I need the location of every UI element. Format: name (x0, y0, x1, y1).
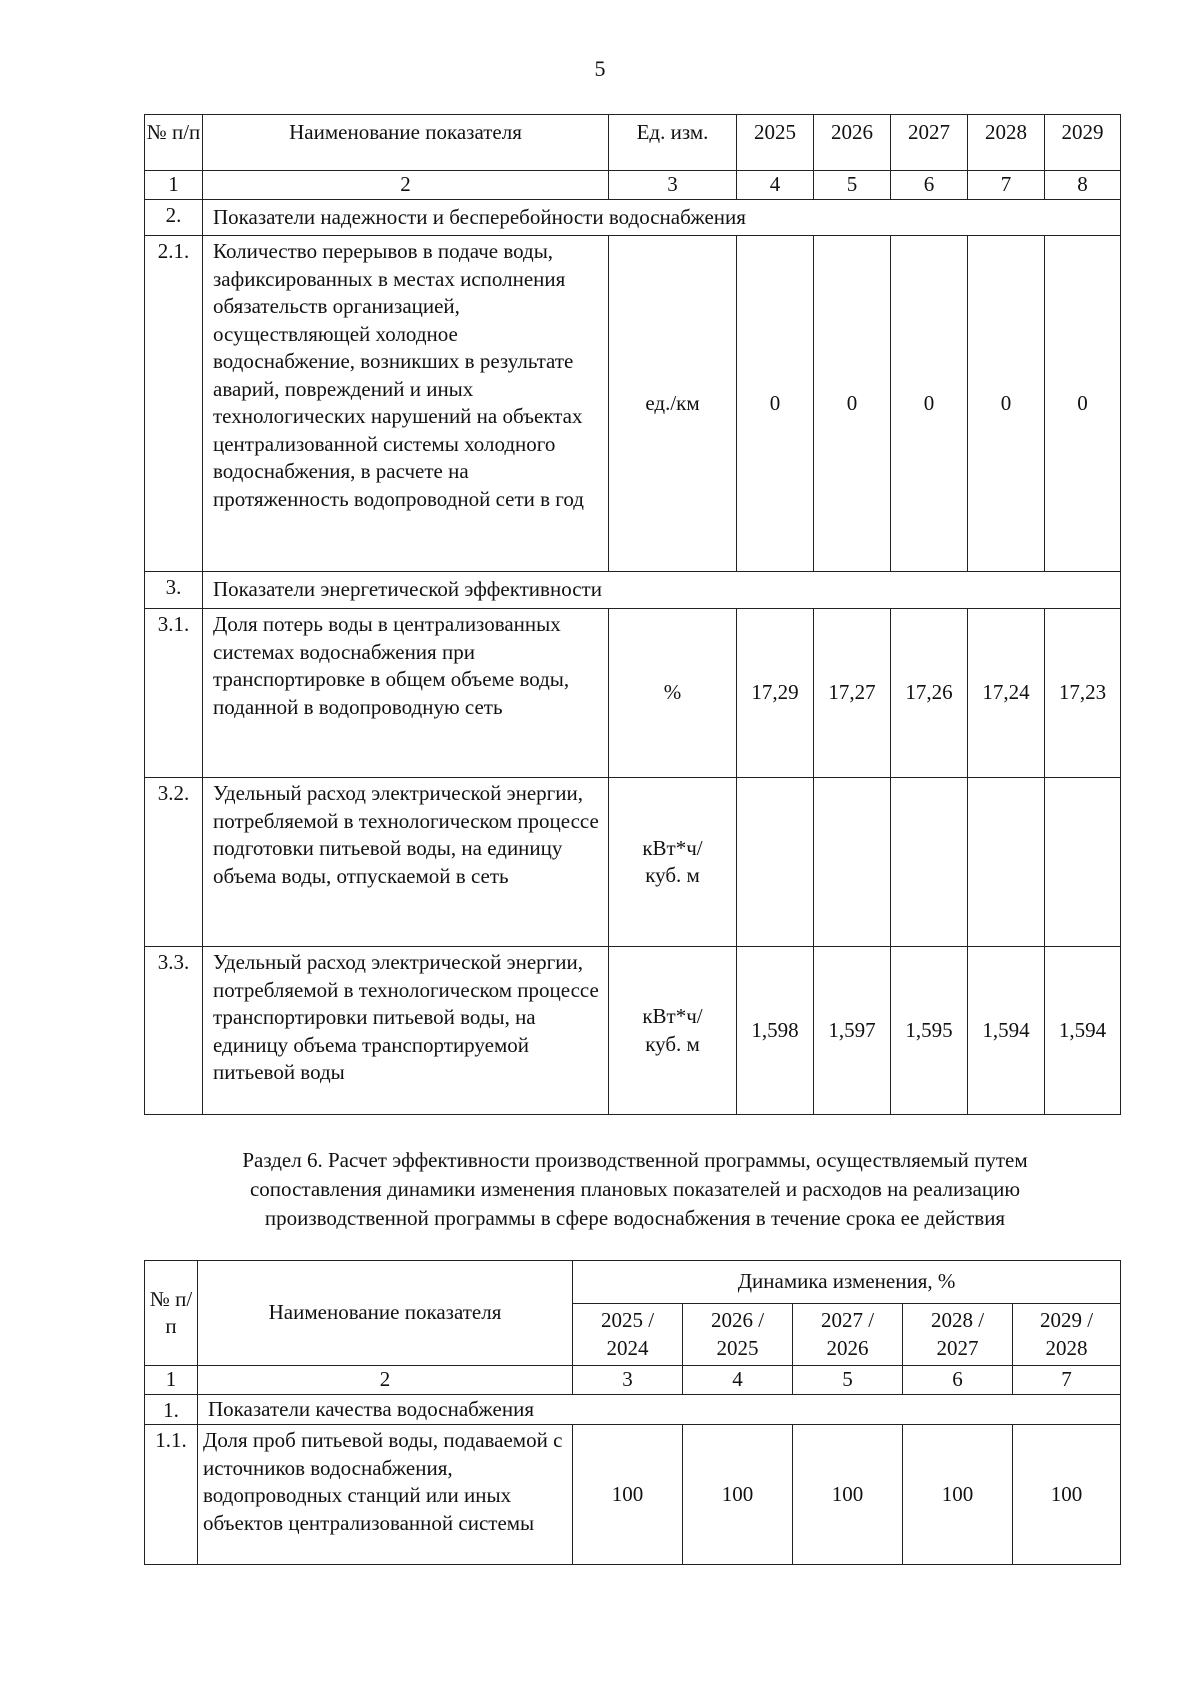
row-value: 17,24 (968, 609, 1045, 778)
period-bottom: 2025 (716, 1335, 759, 1360)
row-value (891, 778, 968, 947)
row-name: Удельный расход электрической энергии, потребляемой в технологическом процессе подготовки питьевой воды, на единицу объема воды, отпускаемой в сеть (203, 778, 609, 947)
col-number: 8 (1045, 171, 1121, 200)
table-header-row (145, 1261, 1121, 1304)
header-name: Наименование показателя (198, 1261, 573, 1366)
row-value: 0 (968, 236, 1045, 572)
col-number: 7 (968, 171, 1045, 200)
row-num: 2.1. (145, 236, 203, 572)
row-num: 3.2. (145, 778, 203, 947)
period-top: 2027 / (820, 1308, 875, 1332)
column-numbers-row (145, 171, 1121, 200)
row-value (968, 778, 1045, 947)
row-value: 17,27 (814, 609, 891, 778)
col-number: 2 (198, 1366, 573, 1395)
section-row (145, 572, 1121, 609)
row-num: 3.1. (145, 609, 203, 778)
section-row (145, 200, 1121, 236)
table-header-row (145, 115, 1121, 171)
section-num: 2. (145, 200, 203, 236)
period-bottom: 2028 (1045, 1335, 1088, 1360)
period-top: 2025 / (600, 1308, 655, 1332)
row-num: 1.1. (145, 1425, 198, 1565)
col-number: 3 (609, 171, 737, 200)
section-title: Показатели качества водоснабжения (198, 1394, 1121, 1425)
table-row (145, 609, 1121, 778)
row-value: 100 (683, 1425, 793, 1565)
row-value: 1,597 (814, 947, 891, 1115)
row-value: 100 (793, 1425, 903, 1565)
row-value: 17,23 (1045, 609, 1121, 778)
col-number: 5 (793, 1366, 903, 1395)
row-name: Доля проб питьевой воды, подаваемой с источников водоснабжения, водопроводных станций или иных объектов централизованной системы (198, 1425, 573, 1565)
period-bottom: 2024 (606, 1335, 649, 1360)
row-value: 17,29 (737, 609, 814, 778)
section-row (145, 1394, 1121, 1425)
header-year: 2029 (1045, 115, 1121, 171)
header-period (793, 1304, 903, 1366)
header-period (683, 1304, 793, 1366)
unit-line: кВт*ч/ (642, 1004, 703, 1028)
unit-line: куб. м (645, 1031, 700, 1056)
row-value: 1,594 (968, 947, 1045, 1115)
col-number: 4 (737, 171, 814, 200)
row-value: 17,26 (891, 609, 968, 778)
row-value (814, 778, 891, 947)
row-unit: % (609, 609, 737, 778)
efficiency-table (144, 1260, 1121, 1565)
row-value: 1,595 (891, 947, 968, 1115)
row-value: 0 (1045, 236, 1121, 572)
section-6-title-line: производственной программы в сфере водоснабжения в течение срока ее действия (264, 1206, 1006, 1230)
row-value: 0 (737, 236, 814, 572)
section-title: Показатели надежности и бесперебойности водоснабжения (203, 200, 1121, 236)
header-name: Наименование показателя (203, 115, 609, 171)
row-value: 0 (891, 236, 968, 572)
table-row (145, 236, 1121, 572)
row-num: 3.3. (145, 947, 203, 1115)
row-value: 1,594 (1045, 947, 1121, 1115)
row-value: 100 (903, 1425, 1013, 1565)
header-unit: Ед. изм. (609, 115, 737, 171)
row-name: Доля потерь воды в централизованных системах водоснабжения при транспортировке в общем объеме воды, поданной в водопроводную сеть (203, 609, 609, 778)
period-top: 2029 / (1039, 1308, 1094, 1332)
row-value (737, 778, 814, 947)
section-6-title-line: Раздел 6. Расчет эффективности производственной программы, осуществляемый путем (242, 1148, 1028, 1172)
section-num: 1. (145, 1394, 198, 1425)
row-name: Удельный расход электрической энергии, потребляемой в технологическом процессе транспортировки питьевой воды, на единицу объема транспортируемой питьевой воды (203, 947, 609, 1115)
section-6-title (150, 1146, 1120, 1233)
page-number: 5 (594, 56, 606, 81)
period-bottom: 2027 (936, 1335, 979, 1360)
header-period (573, 1304, 683, 1366)
table-row (145, 778, 1121, 947)
row-value (1045, 778, 1121, 947)
period-top: 2028 / (930, 1308, 985, 1332)
col-number: 2 (203, 171, 609, 200)
col-number: 6 (903, 1366, 1013, 1395)
row-value: 1,598 (737, 947, 814, 1115)
header-num: № п/п (145, 1261, 198, 1366)
header-year: 2028 (968, 115, 1045, 171)
col-number: 5 (814, 171, 891, 200)
row-name: Количество перерывов в подаче воды, зафиксированных в местах исполнения обязательств организацией, осуществляющей холодное водоснабжение, возникших в результате аварий, повреждений и иных технологических нарушений на объектах централизованной системы холодного водоснабжения, в расчете на протяженность водопроводной сети в год (203, 236, 609, 572)
col-number: 4 (683, 1366, 793, 1395)
table-row (145, 947, 1121, 1115)
unit-line: куб. м (645, 863, 700, 887)
row-unit: ед./км (609, 236, 737, 572)
header-year: 2027 (891, 115, 968, 171)
section-6-title-line: сопоставления динамики изменения плановых показателей и расходов на реализацию (249, 1177, 1021, 1201)
col-number: 1 (145, 1366, 198, 1395)
row-value: 0 (814, 236, 891, 572)
header-year: 2026 (814, 115, 891, 171)
row-unit (609, 947, 737, 1115)
row-value: 100 (573, 1425, 683, 1565)
unit-line: кВт*ч/ (642, 835, 703, 860)
header-period (903, 1304, 1013, 1366)
col-number: 1 (145, 171, 203, 200)
period-top: 2026 / (710, 1308, 765, 1332)
header-num: № п/п (145, 115, 203, 171)
header-year: 2025 (737, 115, 814, 171)
row-value: 100 (1013, 1425, 1121, 1565)
row-unit (609, 778, 737, 947)
table-row (145, 1425, 1121, 1565)
period-bottom: 2026 (826, 1335, 869, 1360)
header-dynamics: Динамика изменения, % (573, 1261, 1121, 1304)
section-title: Показатели энергетической эффективности (203, 572, 1121, 609)
col-number: 3 (573, 1366, 683, 1395)
indicators-table (144, 114, 1121, 1115)
col-number: 7 (1013, 1366, 1121, 1395)
col-number: 6 (891, 171, 968, 200)
header-period (1013, 1304, 1121, 1366)
section-num: 3. (145, 572, 203, 609)
column-numbers-row (145, 1366, 1121, 1395)
